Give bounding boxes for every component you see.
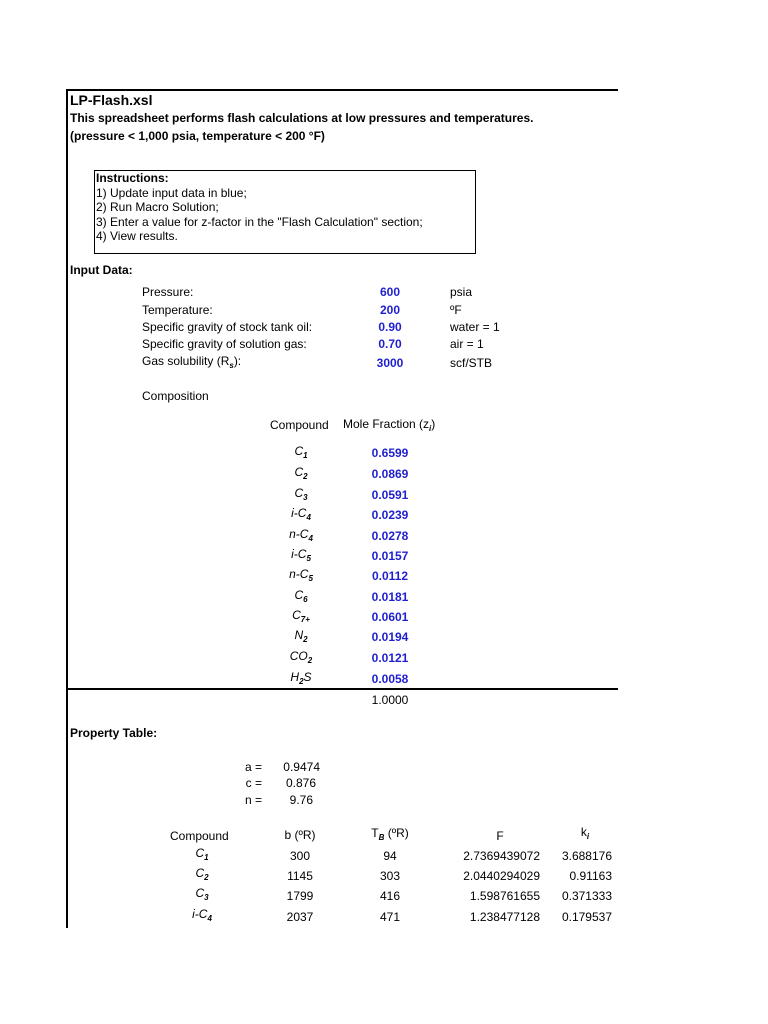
composition-compound: $n-C_4$ — [289, 527, 313, 543]
composition-compound: $n-C_5$ — [289, 567, 313, 583]
composition-mole-fraction[interactable]: 0.0601 — [371, 610, 409, 624]
composition-compound: $CO_2$ — [289, 649, 313, 665]
composition-compound: $C_2$ — [294, 465, 308, 481]
composition-compound: $N_2$ — [294, 628, 308, 644]
property-col-k: $k_i$ — [580, 825, 590, 841]
property-k: 3.688176 — [561, 849, 612, 863]
composition-mole-fraction[interactable]: 0.0239 — [371, 508, 409, 522]
composition-total: 1.0000 — [371, 693, 409, 707]
param-value: 0.9474 — [283, 760, 320, 774]
composition-compound: $C_1$ — [294, 444, 308, 460]
input-data-heading: Input Data: — [70, 263, 133, 277]
input-unit: water = 1 — [450, 320, 500, 334]
property-f: 1.238477128 — [469, 910, 540, 924]
composition-mole-fraction[interactable]: 0.0181 — [371, 590, 409, 604]
input-value[interactable]: 200 — [379, 303, 401, 317]
description-line-1: This spreadsheet performs flash calculations at low pressures and temperatures. — [70, 111, 534, 125]
instruction-step: 2) Run Macro Solution; — [96, 200, 219, 214]
property-f: 1.598761655 — [469, 889, 540, 903]
property-tb: 471 — [379, 910, 401, 924]
input-value[interactable]: 0.90 — [378, 320, 402, 334]
property-compound: $i-C_4$ — [192, 907, 212, 923]
composition-mole-fraction[interactable]: 0.0058 — [371, 672, 409, 686]
composition-compound: $i-C_4$ — [291, 506, 311, 522]
sheet-left-border — [66, 90, 68, 928]
input-value[interactable]: 600 — [379, 285, 401, 299]
param-label: n = — [244, 793, 262, 807]
property-tb: 416 — [379, 889, 401, 903]
instruction-step: 4) View results. — [96, 229, 178, 243]
composition-compound: $C_3$ — [294, 486, 308, 502]
composition-mole-fraction[interactable]: 0.0121 — [371, 651, 409, 665]
composition-compound: $C_{7+}$ — [292, 608, 310, 624]
composition-mole-fraction[interactable]: 0.0157 — [371, 549, 409, 563]
property-tb: 94 — [383, 849, 397, 863]
input-label: Specific gravity of solution gas: — [142, 337, 307, 351]
property-col-compound: Compound — [170, 829, 229, 843]
property-k: 0.371333 — [561, 889, 612, 903]
instruction-step: 1) Update input data in blue; — [96, 185, 247, 200]
input-unit: psia — [450, 285, 473, 299]
composition-mole-fraction[interactable]: 0.6599 — [371, 446, 409, 460]
description-line-2: (pressure < 1,000 psia, temperature < 200 °F) — [70, 129, 325, 143]
property-col-f: F — [496, 829, 504, 843]
property-compound: $C_1$ — [195, 846, 209, 862]
input-unit: ºF — [450, 303, 462, 317]
property-tb: 303 — [379, 869, 401, 883]
input-unit: scf/STB — [450, 356, 493, 370]
composition-mole-fraction[interactable]: 0.0112 — [371, 569, 409, 583]
composition-compound: $C_6$ — [294, 588, 308, 604]
param-value: 9.76 — [289, 793, 313, 807]
property-b: 300 — [289, 849, 311, 863]
property-b: 1145 — [287, 869, 313, 883]
sheet-top-border — [66, 89, 618, 91]
property-b: 2037 — [286, 910, 314, 924]
input-label: Gas solubility $(R_s)$: — [142, 354, 242, 370]
property-col-b: b (ºR) — [284, 828, 316, 842]
composition-compound: $i-C_5$ — [291, 547, 311, 563]
composition-mole-fraction[interactable]: 0.0869 — [371, 467, 409, 481]
param-label: a = — [244, 760, 262, 774]
property-compound: $C_3$ — [195, 886, 209, 902]
instruction-step: 3) Enter a value for z-factor in the "Flash Calculation" section; — [96, 214, 423, 229]
input-label: Pressure: — [142, 285, 194, 299]
property-f: 2.7369439072 — [463, 849, 540, 863]
instructions-heading: Instructions: — [96, 171, 169, 185]
property-b: 1799 — [286, 889, 314, 903]
input-label: Temperature: — [142, 303, 213, 317]
input-label: Specific gravity of stock tank oil: — [142, 320, 313, 334]
composition-total-rule — [66, 688, 618, 690]
composition-mole-fraction[interactable]: 0.0194 — [371, 630, 409, 644]
property-f: 2.0440294029 — [463, 869, 540, 883]
param-value: 0.876 — [285, 776, 316, 790]
instructions-box — [94, 170, 476, 254]
sheet-title: LP-Flash.xsl — [70, 92, 153, 108]
composition-mole-fraction[interactable]: 0.0278 — [371, 529, 409, 543]
input-value[interactable]: 0.70 — [378, 337, 402, 351]
input-value[interactable]: 3000 — [376, 356, 404, 370]
property-table-heading: Property Table: — [70, 726, 158, 740]
param-label: c = — [245, 776, 262, 790]
property-k: 0.179537 — [561, 910, 612, 924]
composition-compound: $H_2S$ — [290, 670, 312, 686]
composition-col-mole-fraction: Mole Fraction $(z_i)$ — [343, 417, 436, 433]
property-compound: $C_2$ — [195, 866, 209, 882]
composition-col-compound: Compound — [270, 418, 329, 432]
property-col-tb: $T_B$ (ºR) — [371, 826, 409, 842]
input-unit: air = 1 — [450, 337, 484, 351]
composition-heading: Composition — [142, 389, 209, 403]
property-k: 0.91163 — [569, 869, 612, 883]
composition-mole-fraction[interactable]: 0.0591 — [371, 488, 409, 502]
